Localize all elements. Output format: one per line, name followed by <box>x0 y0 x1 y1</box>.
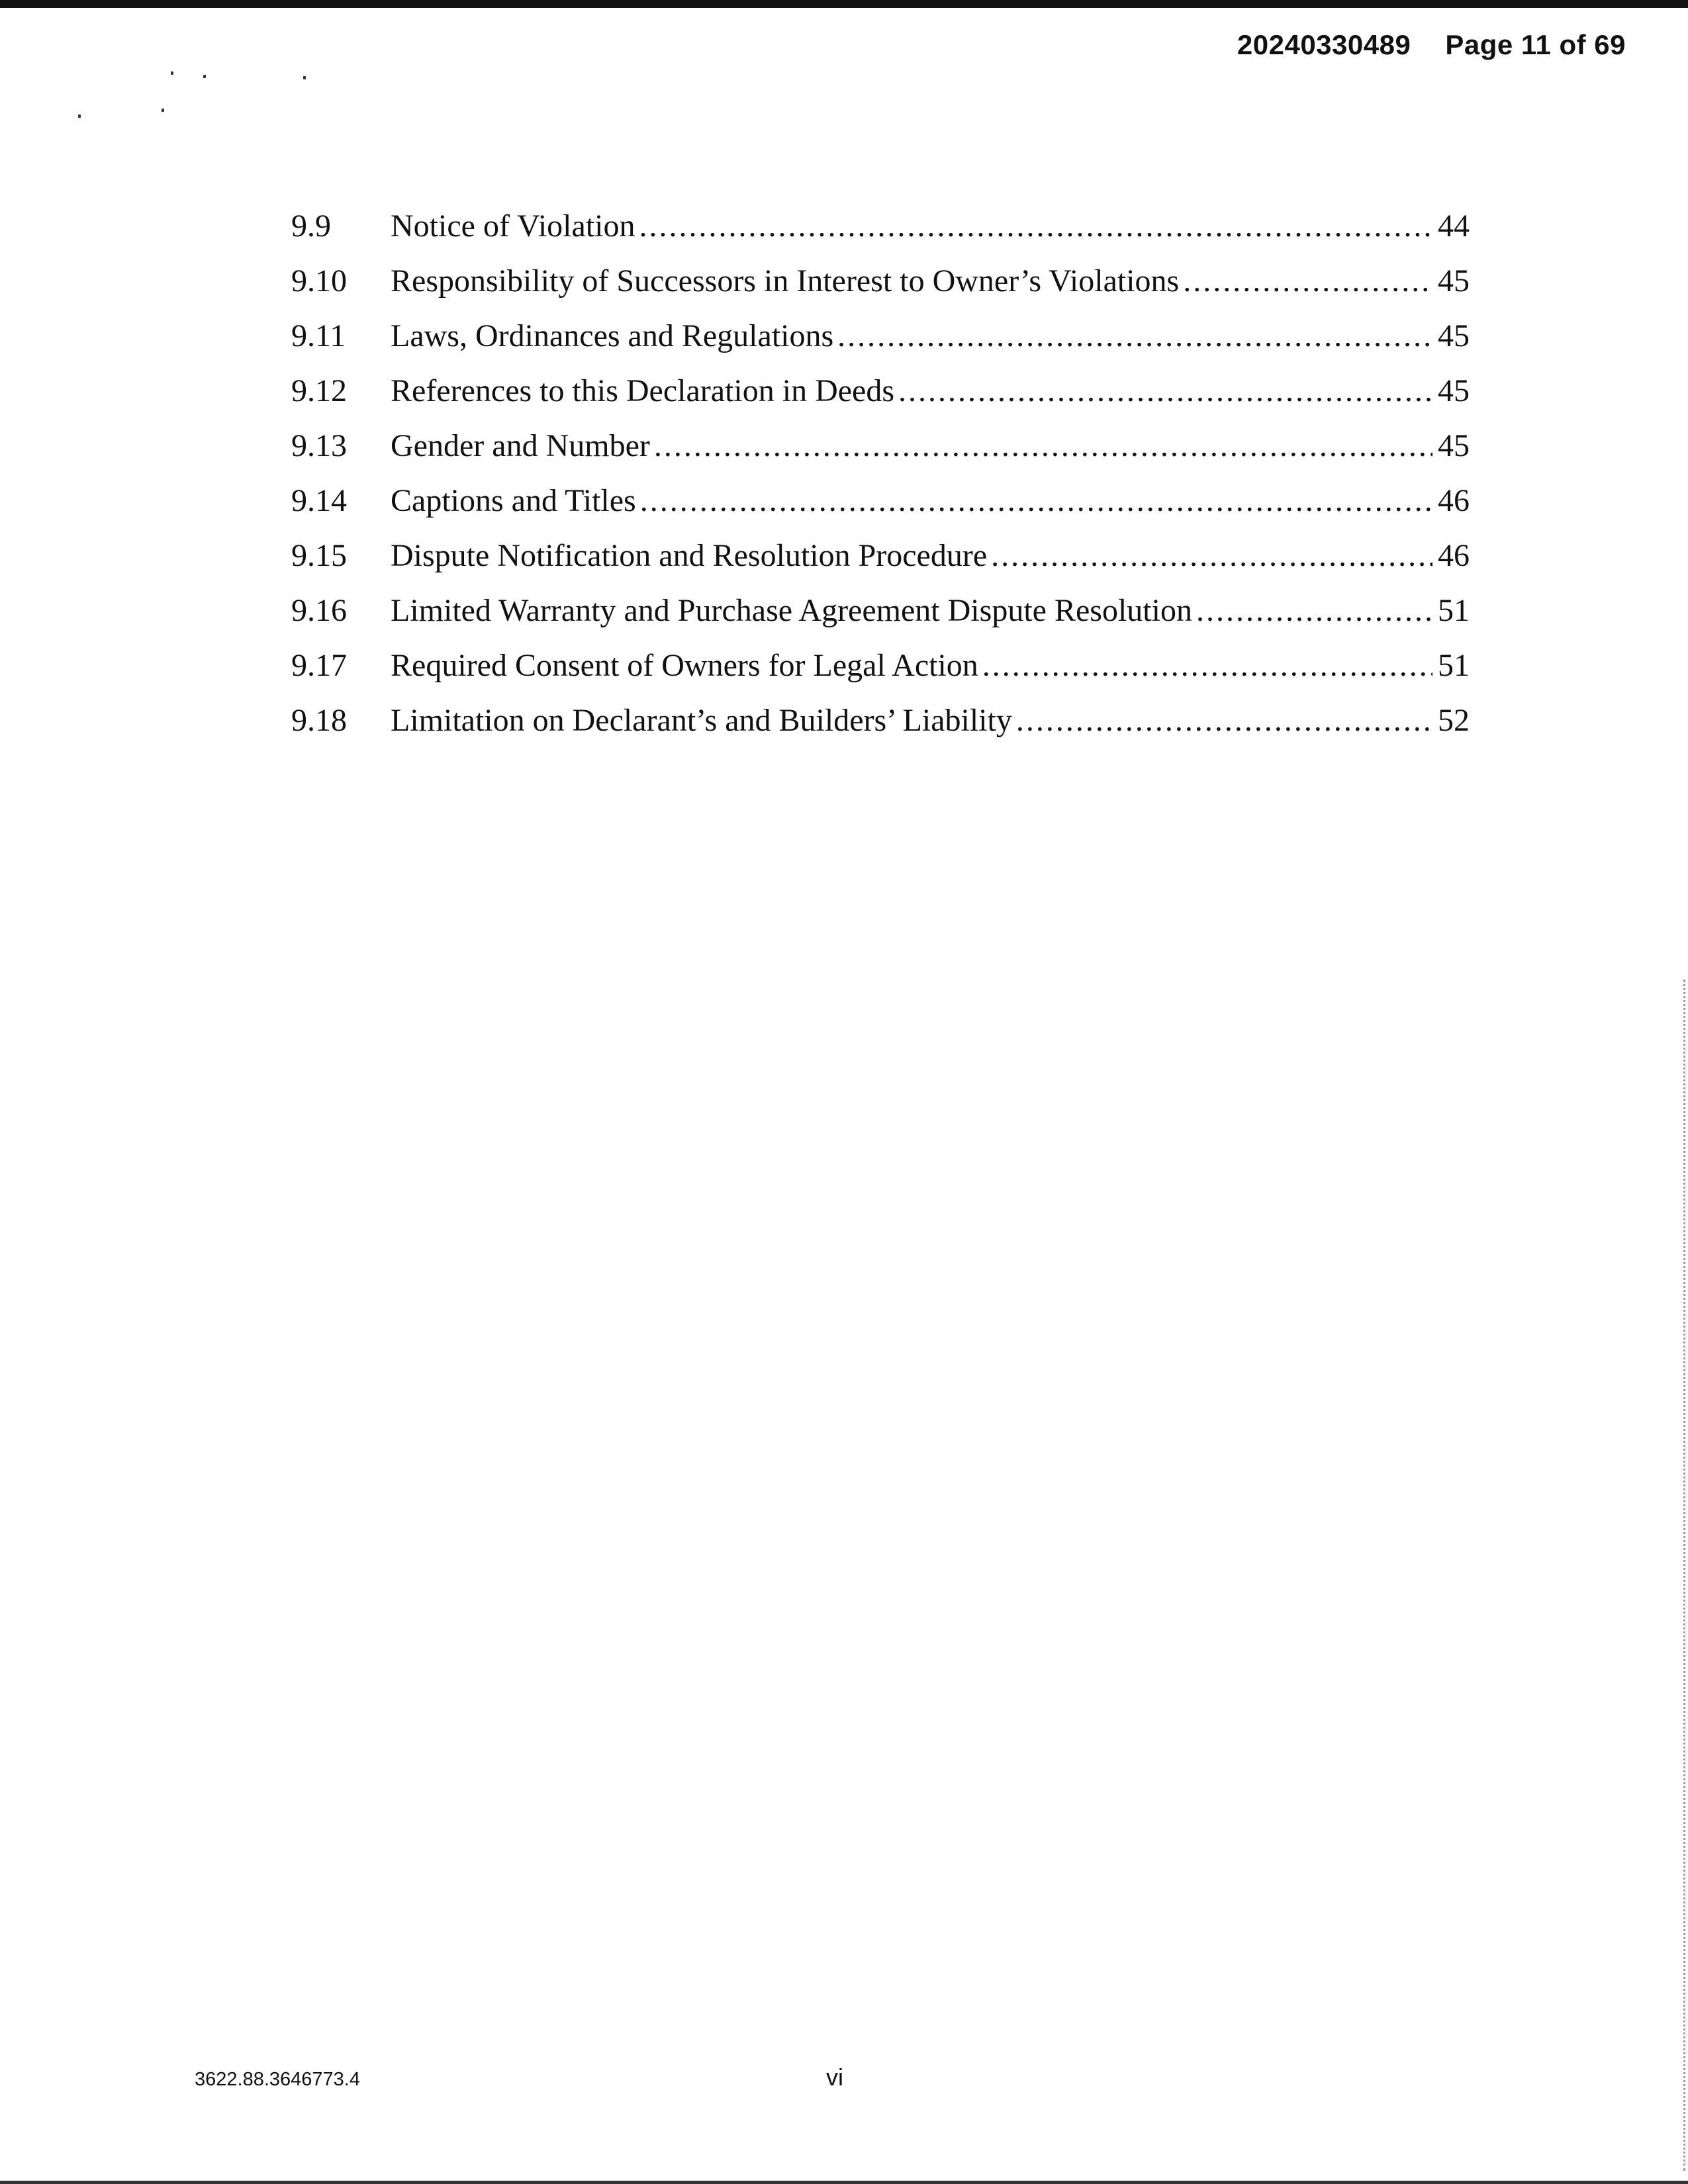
toc-page-number: 46 <box>1438 538 1470 573</box>
toc-section-title: Notice of Violation ..... <box>391 206 1432 246</box>
toc-section-title: References to this Declaration in Deeds ..... <box>391 371 1432 411</box>
toc-page-number: 44 <box>1438 208 1470 244</box>
recording-number: 20240330489 <box>1237 29 1411 60</box>
toc-page-number: 51 <box>1438 593 1470 628</box>
scan-top-border <box>0 0 1688 8</box>
dot-leader <box>982 646 1432 686</box>
dot-leader <box>1196 591 1432 631</box>
toc-entry <box>291 701 1470 756</box>
toc-section-title: Captions and Titles ..... <box>391 481 1432 521</box>
toc-entry <box>291 261 1470 316</box>
toc-section-title: Limited Warranty and Purchase Agreement Dispute Resolution ..... <box>391 591 1432 631</box>
toc-page-number: 46 <box>1438 483 1470 518</box>
toc-section-title: Gender and Number ..... <box>391 426 1432 466</box>
toc-section-number: 9.14 <box>291 483 347 518</box>
dot-leader <box>1016 701 1432 741</box>
scan-right-edge <box>1681 979 1685 2171</box>
toc-entry <box>291 426 1470 481</box>
scan-speck <box>303 76 306 79</box>
toc-page-number: 45 <box>1438 373 1470 408</box>
toc-page-number: 45 <box>1438 428 1470 463</box>
toc-entry <box>291 371 1470 426</box>
scan-speck <box>171 71 173 75</box>
toc-page-number: 51 <box>1438 648 1470 683</box>
table-of-contents <box>291 206 1470 756</box>
toc-section-title: Responsibility of Successors in Interest to Owner’s Violations ..... <box>391 261 1432 301</box>
toc-section-number: 9.15 <box>291 538 347 573</box>
toc-entry <box>291 536 1470 591</box>
dot-leader <box>654 426 1432 466</box>
toc-section-number: 9.13 <box>291 428 347 463</box>
toc-section-number: 9.17 <box>291 648 347 683</box>
toc-section-number: 9.12 <box>291 373 347 408</box>
toc-entry <box>291 481 1470 536</box>
toc-section-title: Dispute Notification and Resolution Procedure ..... <box>391 536 1432 576</box>
scan-bottom-border <box>0 2181 1688 2184</box>
toc-section-title: Laws, Ordinances and Regulations ..... <box>391 316 1432 356</box>
toc-page-number: 45 <box>1438 318 1470 353</box>
toc-section-title: Required Consent of Owners for Legal Action ..... <box>391 646 1432 686</box>
toc-section-number: 9.16 <box>291 593 347 628</box>
page-count-label: Page 11 of 69 <box>1445 29 1626 60</box>
dot-leader <box>837 316 1432 356</box>
toc-section-number: 9.10 <box>291 263 347 298</box>
toc-entry <box>291 646 1470 701</box>
scan-speck <box>203 75 206 78</box>
dot-leader <box>991 536 1432 576</box>
toc-page-number: 45 <box>1438 263 1470 298</box>
toc-section-number: 9.9 <box>291 208 331 244</box>
toc-page-number: 52 <box>1438 703 1470 738</box>
dot-leader <box>640 481 1432 521</box>
footer-document-id: 3622.88.3646773.4 <box>195 2069 360 2090</box>
toc-section-number: 9.18 <box>291 703 347 738</box>
dot-leader <box>898 371 1432 411</box>
footer-page-number: vi <box>826 2064 843 2091</box>
toc-section-number: 9.11 <box>291 318 346 353</box>
dot-leader <box>1183 261 1432 301</box>
toc-entry <box>291 206 1470 261</box>
toc-section-title: Limitation on Declarant’s and Builders’ Liability ..... <box>391 701 1432 741</box>
scan-speck <box>162 109 164 112</box>
dot-leader <box>639 206 1433 246</box>
scan-speck <box>78 114 81 118</box>
toc-entry <box>291 591 1470 646</box>
toc-entry <box>291 316 1470 371</box>
page-header <box>1237 29 1626 61</box>
